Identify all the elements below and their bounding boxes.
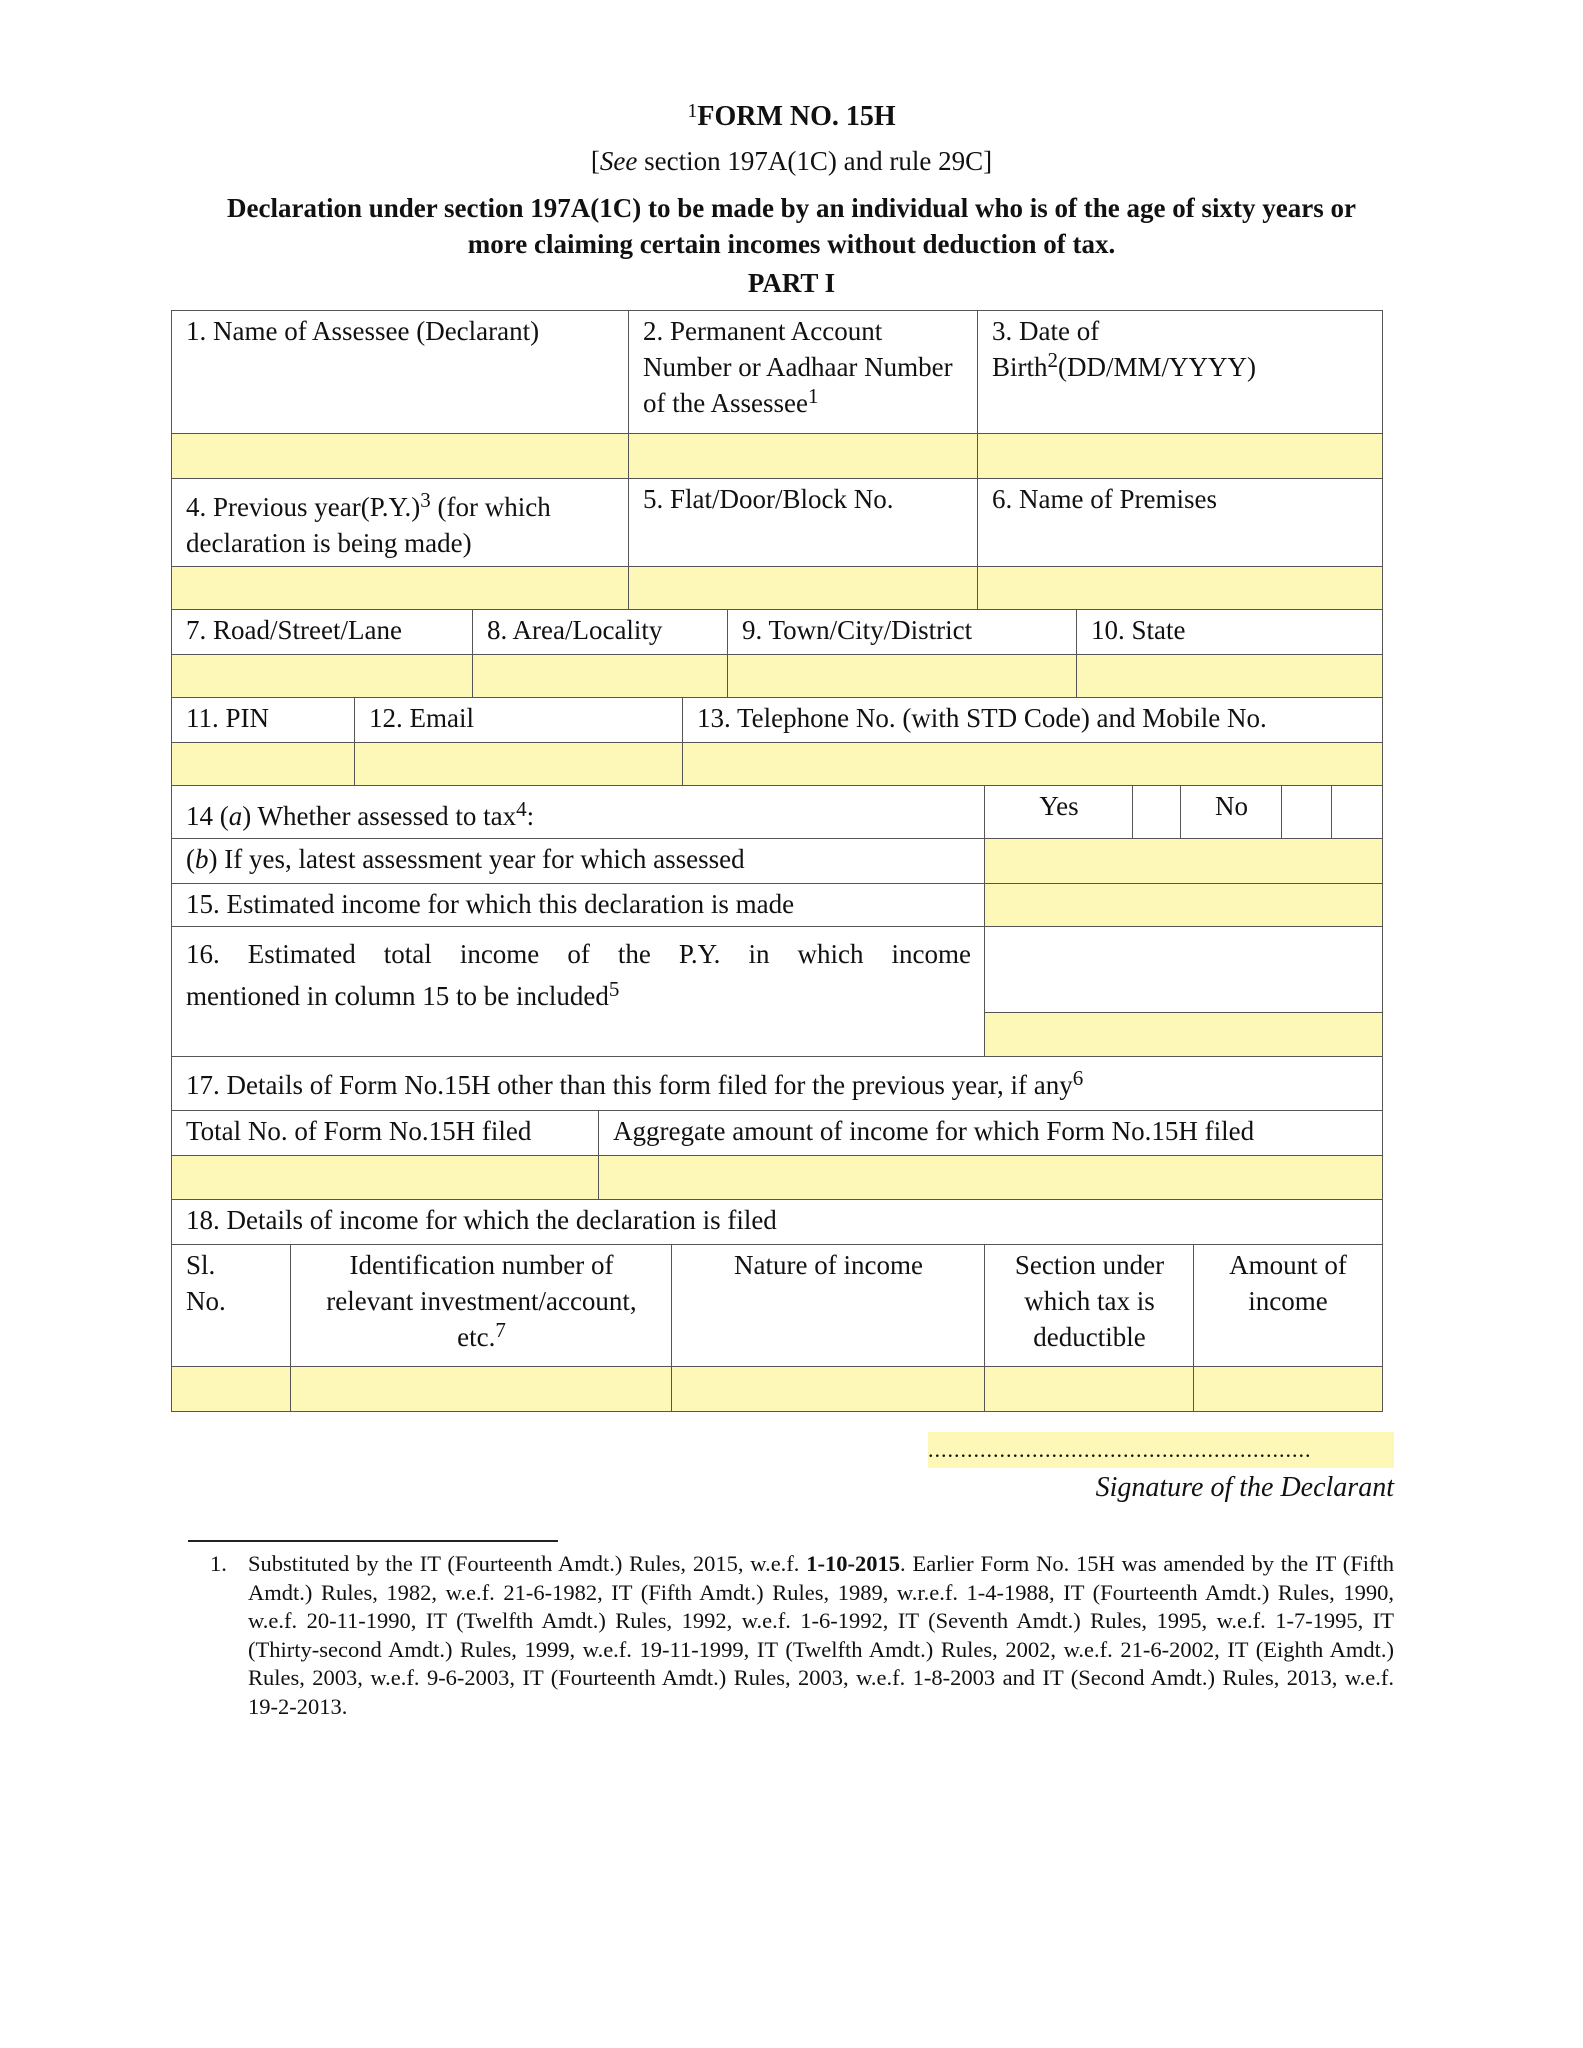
pin-label: 11. PIN — [186, 703, 270, 733]
email-input[interactable] — [354, 742, 684, 787]
name-label: 1. Name of Assessee (Declarant) — [186, 316, 540, 346]
part-heading: PART I — [747, 268, 836, 298]
field-13-label — [682, 697, 1383, 744]
field-9-label — [727, 609, 1078, 656]
q14-letter: a — [228, 801, 243, 831]
section-reference — [0, 146, 1583, 177]
see-italic: See — [599, 146, 638, 176]
field-4-label — [171, 478, 630, 568]
previous-year-input[interactable] — [171, 566, 630, 611]
yes-label-cell — [984, 785, 1134, 840]
sl-no-label: Sl. No. — [186, 1250, 226, 1316]
other-forms-footnote-mark: 6 — [1072, 1066, 1084, 1090]
field-16-label — [171, 926, 986, 1058]
footnote-mark: 1 — [687, 100, 698, 122]
aggregate-amount-label: Aggregate amount of income for which Form No.15H filed — [613, 1116, 1255, 1146]
total-forms-label: Total No. of Form No.15H filed — [186, 1116, 532, 1146]
q14-colon: : — [526, 801, 535, 831]
assessed-to-tax-label: ) Whether assessed to tax — [242, 801, 517, 831]
field-12-label — [354, 697, 684, 744]
field-18-label — [171, 1199, 1383, 1246]
flat-label: 5. Flat/Door/Block No. — [643, 484, 894, 514]
dob-input[interactable] — [977, 433, 1383, 480]
field-17-col2 — [598, 1110, 1383, 1157]
yes-label: Yes — [1039, 791, 1079, 821]
flat-input[interactable] — [628, 566, 979, 611]
pan-input[interactable] — [628, 433, 979, 480]
assessee-name-input[interactable] — [171, 433, 630, 480]
checkbox-spacer — [1331, 785, 1383, 840]
field-3-label — [977, 310, 1383, 435]
field-7-label — [171, 609, 474, 656]
assessment-year-label: ) If yes, latest assessment year for which assessed — [208, 844, 745, 874]
nature-label: Nature of income — [734, 1250, 923, 1280]
total-income-label-line2: mentioned in column 15 to be included — [186, 981, 609, 1011]
col-identification — [290, 1244, 673, 1368]
field-17-label — [171, 1056, 1383, 1112]
amount-label: Amount of income — [1229, 1250, 1347, 1316]
total-income-label-line2-wrap — [186, 975, 971, 1017]
q14b-open: ( — [186, 844, 195, 874]
identification-label: Identification number of relevant investment/account, etc. — [326, 1250, 637, 1352]
income-details-label: 18. Details of income for which the declaration is filed — [186, 1205, 777, 1235]
open-bracket: [ — [590, 146, 600, 176]
yes-checkbox[interactable] — [1132, 785, 1182, 840]
field-10-label — [1076, 609, 1383, 656]
town-label: 9. Town/City/District — [742, 615, 973, 645]
field-14b-label — [171, 838, 986, 885]
field-8-label — [472, 609, 729, 656]
footnote-number: 1. — [210, 1551, 227, 1576]
footnote — [210, 1550, 1394, 1721]
area-input[interactable] — [472, 654, 729, 699]
col-section — [984, 1244, 1195, 1368]
dob-footnote-mark: 2 — [1047, 348, 1059, 372]
estimated-income-label: 15. Estimated income for which this declaration is made — [186, 889, 795, 919]
telephone-label: 13. Telephone No. (with STD Code) and Mobile No. — [697, 703, 1267, 733]
form-title — [0, 100, 1583, 133]
form-number: FORM NO. 15H — [697, 101, 896, 132]
field-2-label — [628, 310, 979, 435]
area-label: 8. Area/Locality — [487, 615, 663, 645]
field-6-label — [977, 478, 1383, 568]
total-income-footnote-mark: 5 — [608, 977, 620, 1001]
q14b-letter: b — [195, 844, 209, 874]
signature-field[interactable]: ........................................................... — [928, 1432, 1394, 1468]
total-forms-input[interactable] — [171, 1155, 600, 1201]
aggregate-amount-input[interactable] — [598, 1155, 1383, 1201]
tax-footnote-mark: 4 — [516, 797, 527, 821]
total-income-spacer — [984, 926, 1383, 1014]
other-forms-label: 17. Details of Form No.15H other than this form filed for the previous year, if any — [186, 1070, 1073, 1100]
previous-year-label-rest: (for which declaration is being made) — [186, 492, 551, 558]
no-checkbox[interactable] — [1281, 785, 1333, 840]
signature-label: Signature of the Declarant — [1095, 1472, 1394, 1503]
road-input[interactable] — [171, 654, 474, 699]
premises-input[interactable] — [977, 566, 1383, 611]
nature-input[interactable] — [671, 1366, 986, 1412]
pan-footnote-mark: 1 — [807, 384, 819, 408]
field-17-col1 — [171, 1110, 600, 1157]
dob-label: 3. Date of Birth — [992, 316, 1100, 382]
footnote-text-pre: Substituted by the IT (Fourteenth Amdt.) Rules, 2015, w.e.f. — [248, 1551, 807, 1576]
dob-format: (DD/MM/YYYY) — [1058, 352, 1257, 382]
premises-label: 6. Name of Premises — [992, 484, 1217, 514]
footnote-divider — [188, 1540, 558, 1542]
estimated-income-input[interactable] — [984, 883, 1383, 928]
col-nature — [671, 1244, 986, 1368]
section-input[interactable] — [984, 1366, 1195, 1412]
state-input[interactable] — [1076, 654, 1383, 699]
q14-prefix: 14 ( — [186, 801, 229, 831]
identification-footnote-mark: 7 — [495, 1318, 506, 1342]
field-14a-label — [171, 785, 986, 840]
footnote-effective-date: 1-10-2015 — [806, 1551, 901, 1576]
field-5-label — [628, 478, 979, 568]
amount-input[interactable] — [1193, 1366, 1383, 1412]
section-label: Section under which tax is deductible — [1014, 1250, 1165, 1352]
field-11-label — [171, 697, 356, 744]
py-footnote-mark: 3 — [420, 488, 431, 512]
pan-label: 2. Permanent Account Number or Aadhaar Number of the Assessee — [643, 316, 953, 418]
footnote-text-post: . Earlier Form No. 15H was amended by the IT (Fifth Amdt.) Rules, 1982, w.e.f. 21-6-1982, IT (Fifth Amdt.) Rules, 1989, w.r.e.f. 1-4-1988, IT (Fourteenth Amdt.) Rules, 1990, w.e.f. 20-11-1990, IT (Twelfth Amdt.) Rules, 1992, w.e.f. 1-6-1992, IT (Seventh Amdt.) Rules, 1995, w.e.f. 1-7-1995, IT (Thirty-second Amdt.) Rules, 1999, w.e.f. 19-11-1999, IT (Twelfth Amdt.) Rules, 2002, w.e.f. 21-6-2002, IT (Eighth Amdt.) Rules, 2003, w.e.f. 9-6-2003, IT (Fourteenth Amdt.) Rules, 2003, w.e.f. 1-8-2003 and IT (Second Amdt.) Rules, 2013, w.e.f. 19-2-2013. — [248, 1551, 1395, 1719]
section-text: section 197A(1C) and rule 29C] — [637, 146, 993, 176]
no-label-cell — [1180, 785, 1283, 840]
total-income-input[interactable] — [984, 1012, 1383, 1058]
state-label: 10. State — [1091, 615, 1186, 645]
sl-no-input[interactable] — [171, 1366, 292, 1412]
total-income-label-line1: 16. Estimated total income of the P.Y. in which income — [186, 939, 971, 969]
town-input[interactable] — [727, 654, 1078, 699]
email-label: 12. Email — [369, 703, 474, 733]
no-label: No — [1215, 791, 1248, 821]
telephone-input[interactable] — [682, 742, 1383, 787]
road-label: 7. Road/Street/Lane — [186, 615, 402, 645]
pin-input[interactable] — [171, 742, 356, 787]
field-15-label — [171, 883, 986, 928]
declaration-text: Declaration under section 197A(1C) to be made by an individual who is of the age of sixty years or more claiming certain incomes without deduction of tax. — [227, 193, 1356, 259]
previous-year-label: 4. Previous year(P.Y.) — [186, 492, 421, 522]
col-sl-no — [171, 1244, 292, 1368]
identification-input[interactable] — [290, 1366, 673, 1412]
declaration-title — [0, 190, 1583, 262]
col-amount — [1193, 1244, 1383, 1368]
field-1-label — [171, 310, 630, 435]
assessment-year-input[interactable] — [984, 838, 1383, 885]
footnote-body — [248, 1550, 1394, 1721]
